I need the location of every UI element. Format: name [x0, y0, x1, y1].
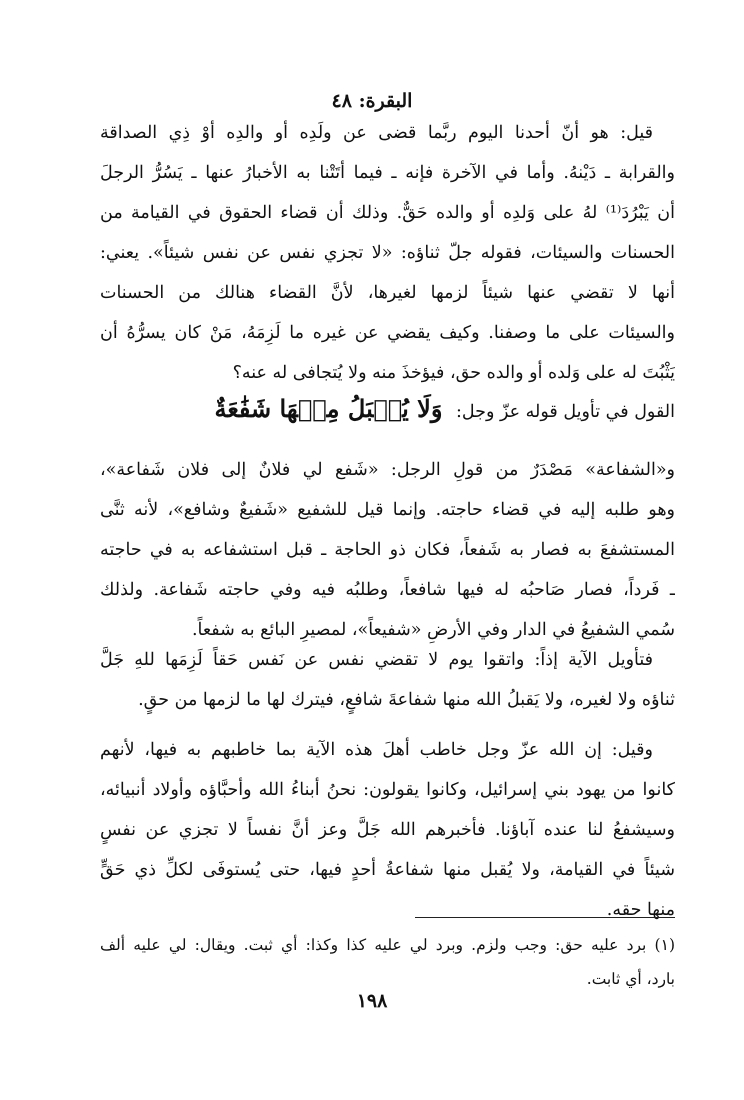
- paragraph-3: [100, 640, 675, 720]
- heading-prefix: القول في تأويل قوله عزّ وجل:: [456, 402, 675, 422]
- text-line: فتأويل الآية إذاً: واتقوا يوم لا تقضي نفس عن نَفس حَقاً لَزِمَها للهِ جَلَّ: [100, 650, 653, 670]
- running-head: البقرة: ٤٨: [331, 90, 413, 112]
- text-line: والقرابة ـ دَيْنهُ. وأما في الآخرة فإنه ـ فيما أتَتْنا به الأخبارُ عنها ـ يَسُرُّ الرجلَ: [100, 163, 675, 183]
- text-line: ـ فَرداً، فصار صَاحبُه له فيها شافعاً، وطلبُه فيه وفي حاجته شَفاعة. ولذلك: [100, 580, 675, 600]
- text-line: وسيشفعُ لنا عنده آباؤنا. فأخبرهم الله جَلَّ وعز أنَّ نفساً لا تجزي عن نفسٍ: [100, 820, 675, 840]
- footnote: [100, 928, 675, 996]
- text-line: أن يَبْرُدَ⁽¹⁾ لهُ على وَلدِه أو والده حَقٌّ. وذلك أن قضاء الحقوق في القيامة من: [100, 203, 675, 223]
- footnote-line: بارد، أي ثابت.: [586, 970, 675, 988]
- text-line: و«الشفاعة» مَصْدَرٌ من قولِ الرجل: «شَفع لي فلانٌ إلى فلان شَفاعة»،: [100, 460, 675, 480]
- paragraph-1: [100, 113, 675, 393]
- page-number: ١٩٨: [356, 990, 388, 1012]
- text-line: شيئاً في القيامة، ولا يُقبل منها شفاعةُ أحدٍ فيها، حتى يُستوفَى لكلِّ ذي حَقٍّ: [100, 860, 675, 880]
- text-line: وقيل: إن الله عزّ وجل خاطب أهلَ هذه الآية بما خاطبهم به فيها، لأنهم: [100, 740, 653, 760]
- text-line: سُمي الشفيعُ في الدار وفي الأرضِ «شفيعاً»، لمصيرِ البائع به شفعاً.: [191, 620, 675, 640]
- text-line: كانوا من يهود بني إسرائيل، وكانوا يقولون: نحنُ أبناءُ الله وأحبَّاؤه وأولاد أنبيائه،: [100, 780, 675, 800]
- paragraph-2: [100, 450, 675, 650]
- footnote-divider: [415, 917, 675, 918]
- text-line: الحسنات والسيئات، فقوله جلّ ثناؤه: «لا تجزي نفس عن نفس شيئاً». يعني:: [100, 243, 675, 263]
- text-line: والسيئات على ما وصفنا. وكيف يقضي عن غيره ما لَزِمَهُ، مَنْ كان يسرُّهُ أن: [100, 323, 675, 343]
- text-line: ثناؤه ولا لغيره، ولا يَقبلُ الله منها شفاعةَ شافعٍ، فيترك لها ما لزمها من حقٍ.: [138, 690, 675, 710]
- text-line: أنها لا تقضي عنها شيئاً لزمها لغيرها، لأنَّ القضاء هنالك من الحسنات: [100, 283, 675, 303]
- footnote-line: (١) برد عليه حق: وجب ولزم. وبرد لي عليه كذا وكذا: أي ثبت. ويقال: لي عليه ألف: [100, 936, 675, 954]
- text-line: قيل: هو أنّ أحدنا اليوم ربَّما قضى عن ولَدِه أو والدِه أوْ ذِي الصداقة: [100, 123, 653, 143]
- quran-verse: وَلَا يُقۡبَلُ مِنۡهَا شَفَٰعَةٌ: [214, 394, 443, 423]
- text-line: منها حقه.: [606, 900, 675, 920]
- paragraph-4: [100, 730, 675, 930]
- text-line: وهو طلبه إليه في قضاء حاجته. وإنما قيل للشفيع «شَفيعٌ وشافع»، لأنه ثنَّى: [100, 500, 675, 520]
- text-line: يَثْبُتَ له على وَلده أو والده حق، فيؤخذَ منه ولا يُتجافى له عنه؟: [232, 363, 675, 383]
- section-heading: [100, 384, 675, 434]
- text-line: المستشفعَ به فصار به شَفعاً، فكان ذو الحاجة ـ قبل استشفاعه به في حاجته: [100, 540, 675, 560]
